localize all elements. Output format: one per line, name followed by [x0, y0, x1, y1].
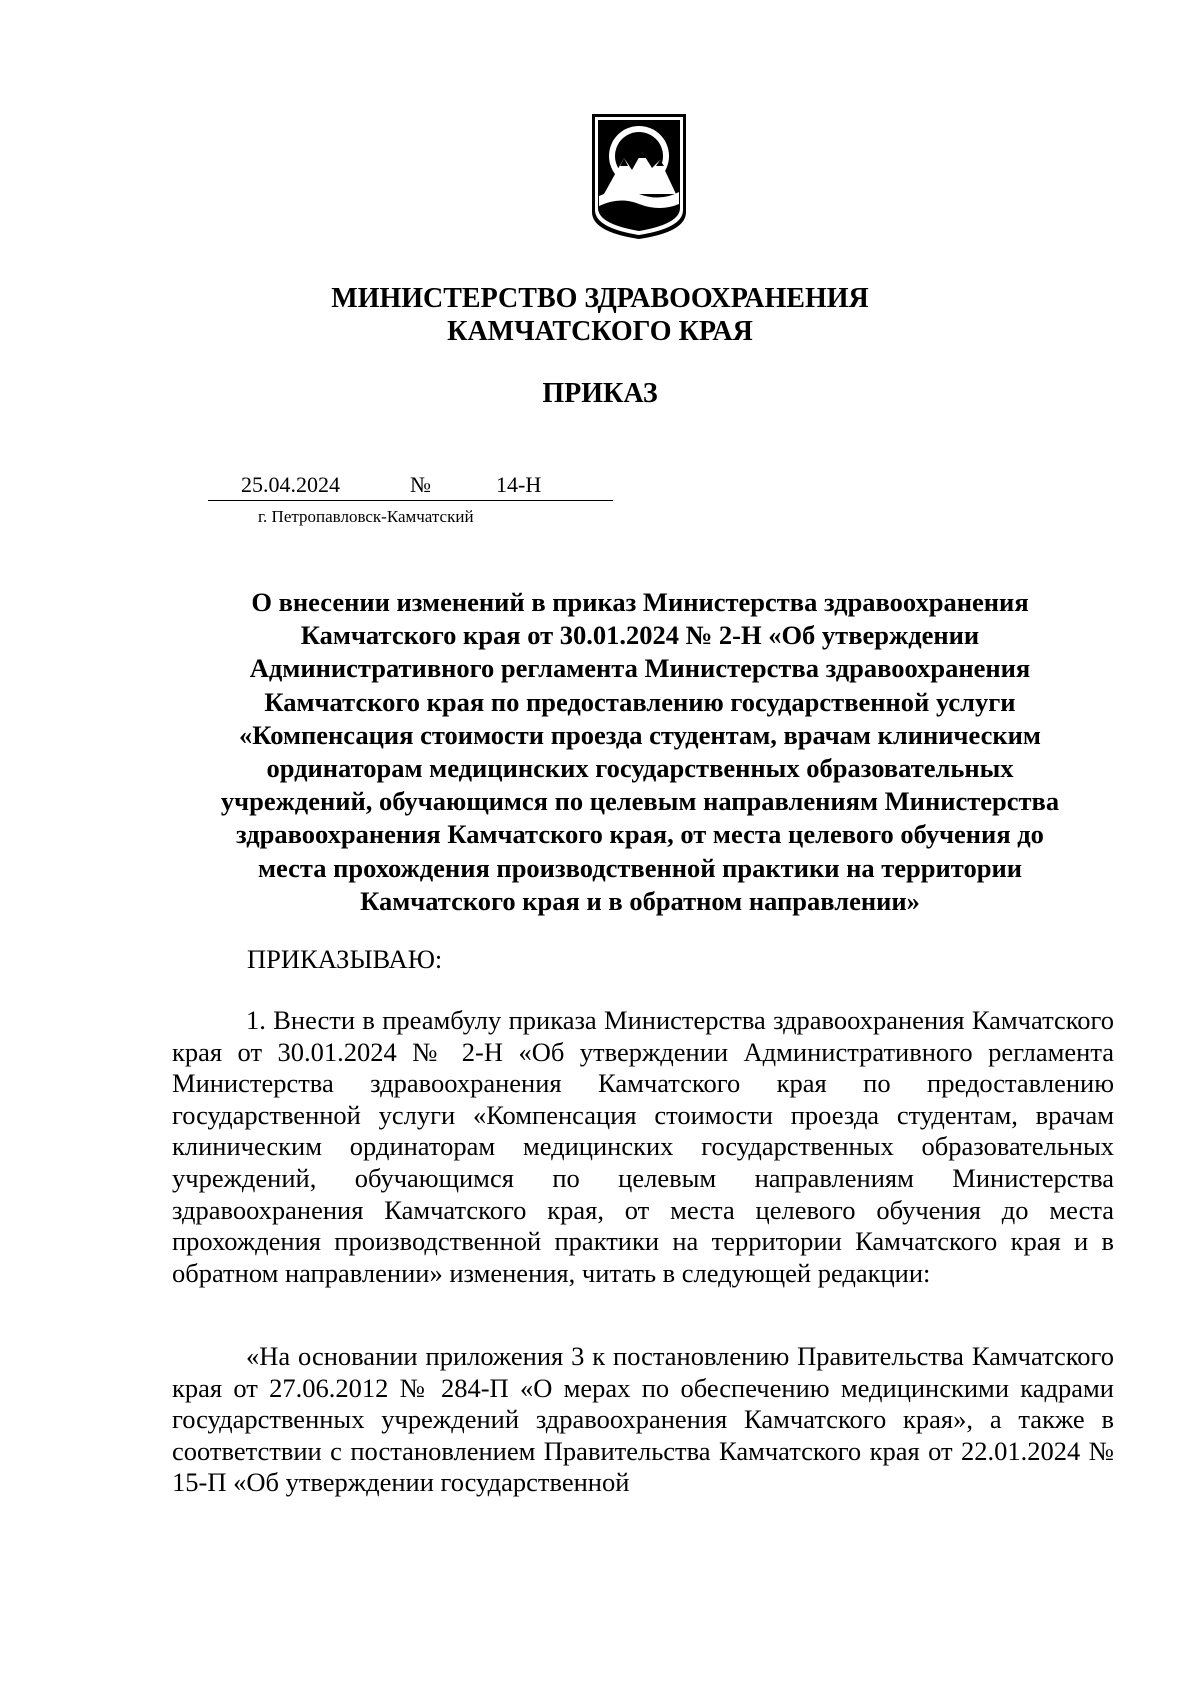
- title-line: Камчатского края от 30.01.2024 № 2-Н «Об утверждении: [300, 620, 980, 651]
- ministry-name: [0, 282, 1200, 348]
- title-line: Камчатского края по предоставлению государственной услуги: [264, 686, 1016, 717]
- document-title: [160, 586, 1120, 918]
- document-date: 25.04.2024: [241, 472, 340, 497]
- paragraph-text: 1. Внести в преамбулу приказа Министерства здравоохранения Камчатского края от 30.01.2024 № 2-Н «Об утверждении Административного регламента Министерства здравоохранения Камчатского края по предоставлению государственной услуги «Компенсация стоимости проезда студентам, врачам клиническим ординаторам медицинских государственных образовательных учреждений, обучающимся по целевым направлениям Министерства здравоохранения Камчатского края, от места целевого обучения до места прохождения производственной практики на территории Камчатского края и в обратном направлении» изменения, читать в следующей редакции:: [172, 1005, 1114, 1288]
- title-line: Административного регламента Министерства здравоохранения: [249, 653, 1031, 684]
- paragraph-text: «На основании приложения 3 к постановлению Правительства Камчатского края от 27.06.2012 № 284-П «О мерах по обеспечению медицинскими кадрами государственных учреждений здравоохранения Камчатского края», а также в соответствии с постановлением Правительства Камчатского края от 22.01.2024 № 15-П «Об утверждении государственной: [172, 1341, 1114, 1498]
- order-word: ПРИКАЗЫВАЮ:: [247, 944, 443, 974]
- document-number: 14-Н: [496, 472, 542, 497]
- number-sign: №: [410, 472, 431, 497]
- title-line: ординаторам медицинских государственных образовательных: [266, 753, 1014, 784]
- city: г. Петропавловск-Камчатский: [258, 507, 474, 526]
- title-line: места прохождения производственной практики на территории: [258, 852, 1022, 883]
- title-line: «Компенсация стоимости проезда студентам, врачам клиническим: [239, 719, 1041, 750]
- date-number-line: [208, 472, 613, 501]
- document-type: ПРИКАЗ: [542, 378, 658, 409]
- title-line: Камчатского края и в обратном направлении»: [360, 885, 920, 916]
- body-paragraph-1: [172, 1005, 1114, 1289]
- body-paragraph-2: [172, 1341, 1114, 1499]
- title-line: здравоохранения Камчатского края, от места целевого обучения до: [236, 819, 1044, 850]
- kamchatka-coat-of-arms-icon: [590, 112, 688, 240]
- ministry-name-line-1: МИНИСТЕРСТВО ЗДРАВООХРАНЕНИЯ: [331, 283, 869, 314]
- title-line: О внесении изменений в приказ Министерства здравоохранения: [251, 587, 1029, 617]
- title-line: учреждений, обучающимся по целевым направлениям Министерства: [220, 786, 1060, 817]
- ministry-name-line-2: КАМЧАТСКОГО КРАЯ: [447, 316, 753, 347]
